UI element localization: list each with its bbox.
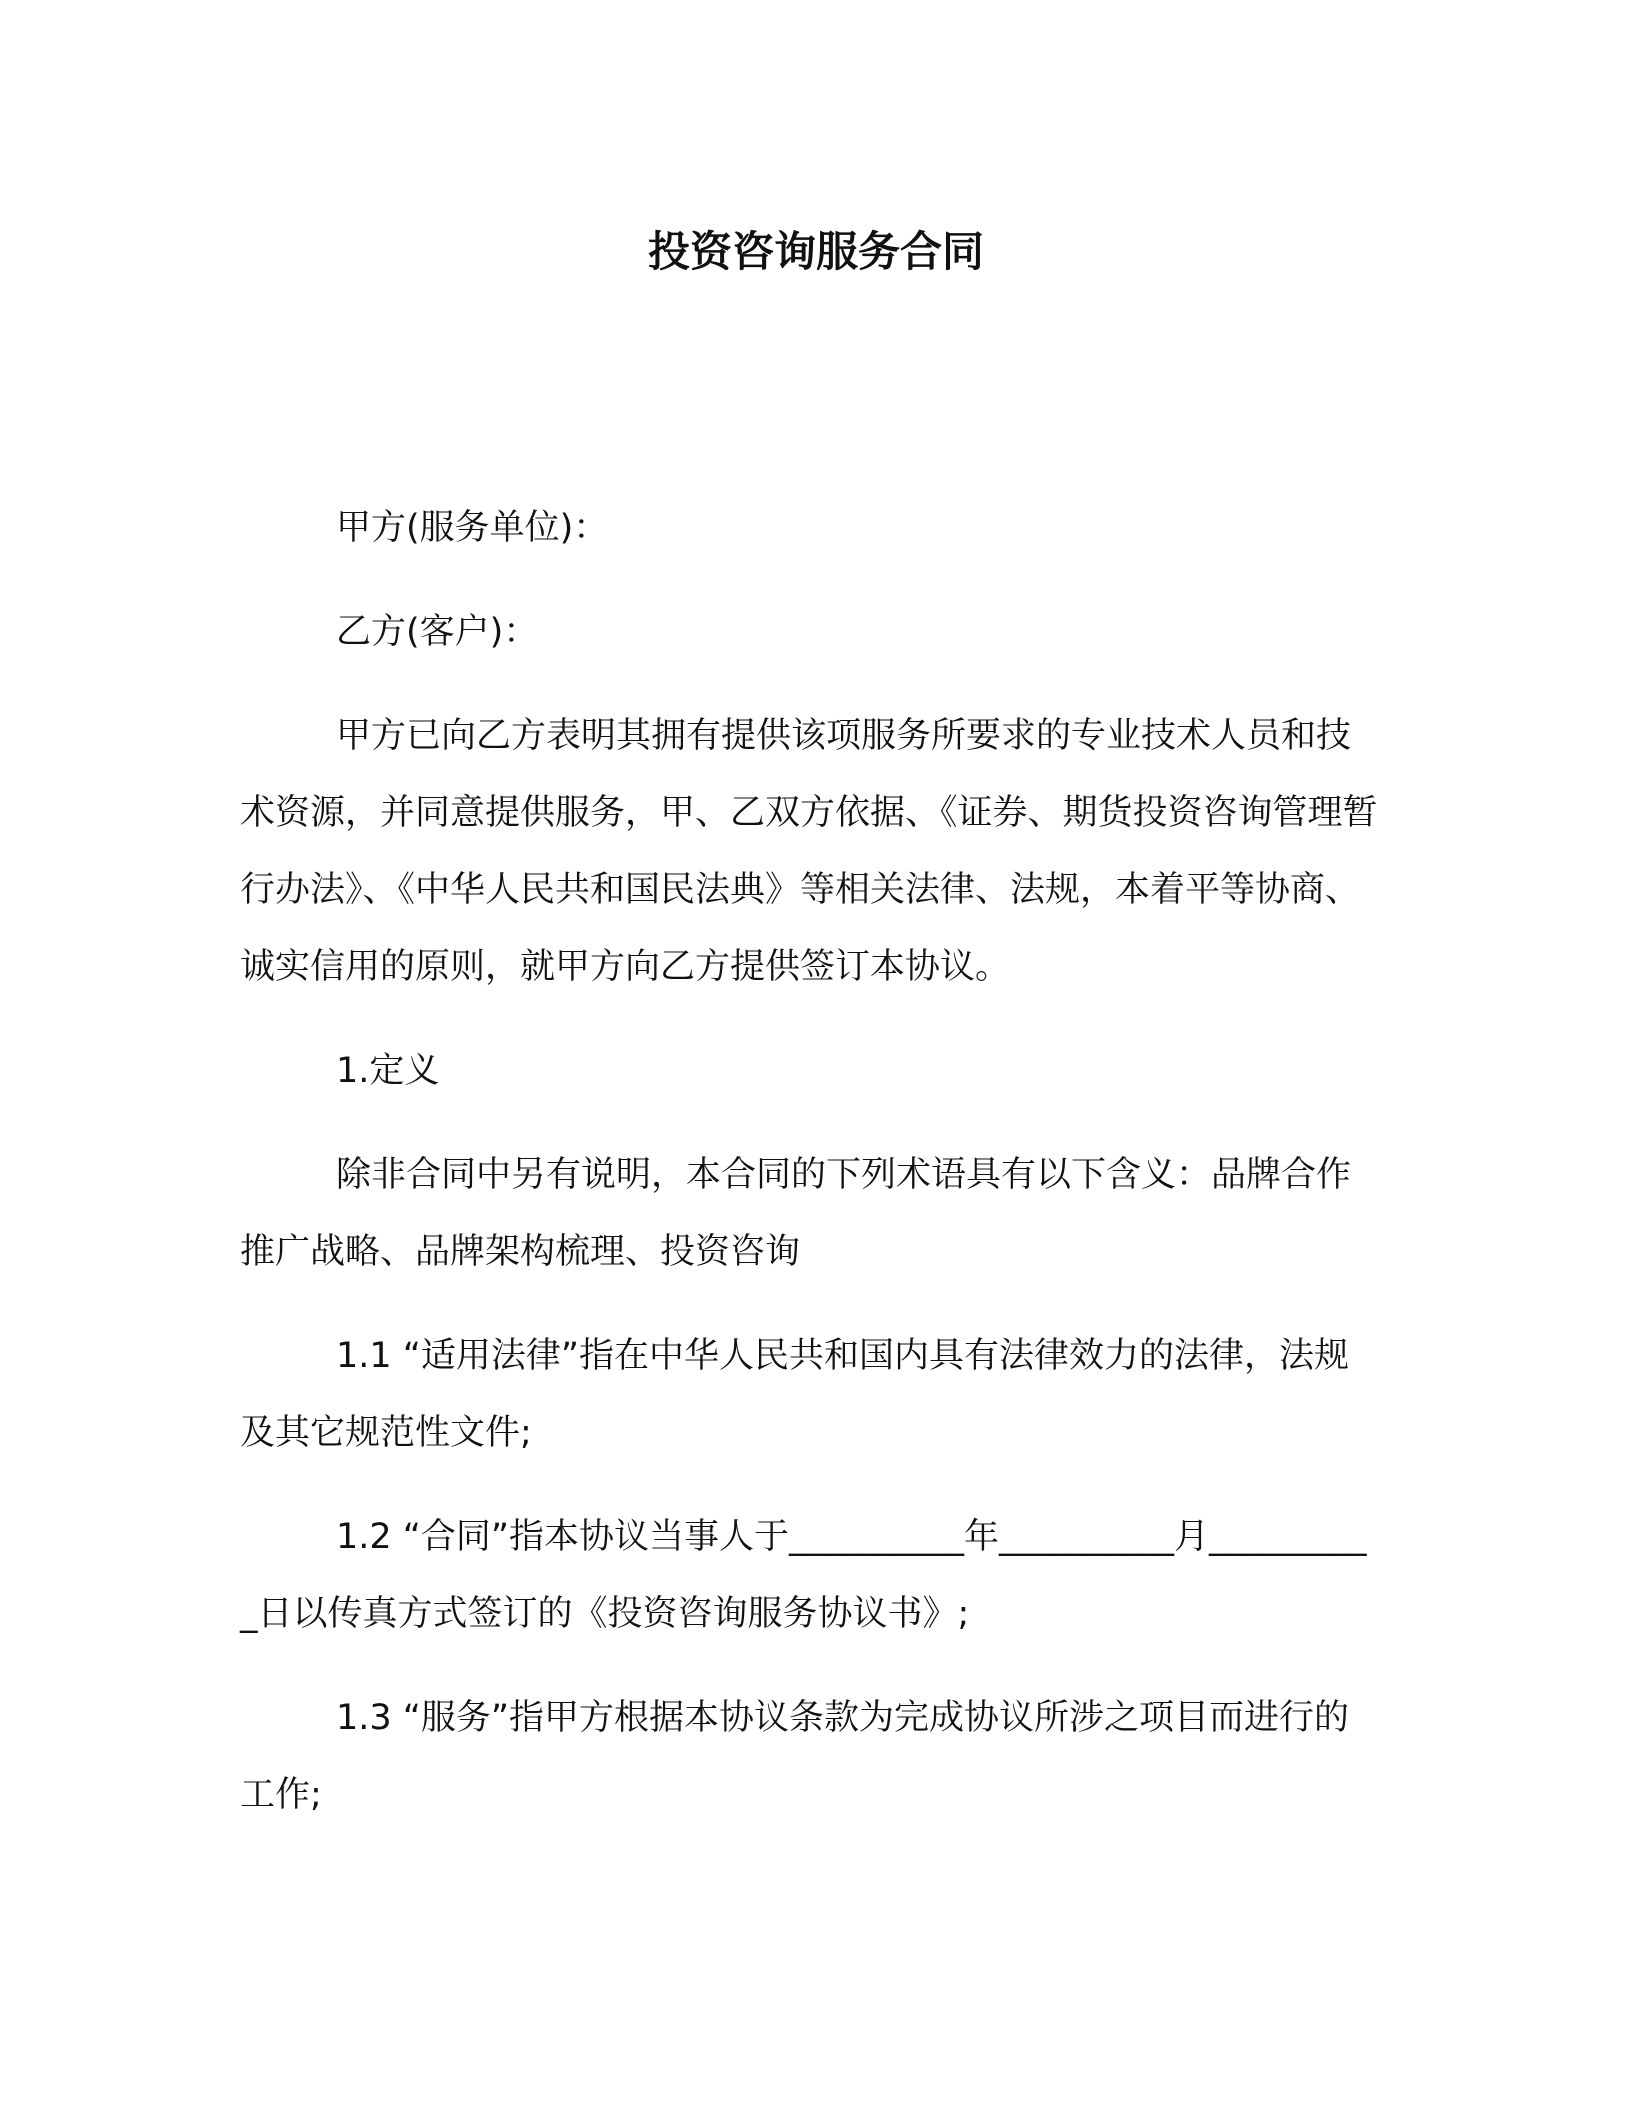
party-b-line: 乙方(客户)：: [336, 612, 539, 652]
clause-1-1: 1.1 “适用法律”指在中华人民共和国内具有法律效力的法律，法规及其它规范性文件;: [240, 1336, 1350, 1453]
document-title: 投资咨询服务合同: [647, 227, 984, 276]
preamble-paragraph: 甲方已向乙方表明其拥有提供该项服务所要求的专业技术人员和技术资源，并同意提供服务，甲、乙双方依据、《证券、期货投资咨询管理暂行办法》、《中华人民共和国民法典》等相关法律、法规，本着平等协商、诚实信用的原则，就甲方向乙方提供签订本协议。: [240, 716, 1378, 987]
document-body: [240, 490, 1380, 1861]
party-a-line: 甲方(服务单位)：: [336, 508, 609, 548]
clause-1-2: 1.2 “合同”指本协议当事人于__________年__________月__________日以传真方式签订的《投资咨询服务协议书》;: [240, 1517, 1367, 1634]
clause-1-3: 1.3 “服务”指甲方根据本协议条款为完成协议所涉之项目而进行的工作;: [240, 1698, 1350, 1815]
section-heading-definitions: 1.定义: [336, 1051, 440, 1091]
definitions-intro-paragraph: 除非合同中另有说明，本合同的下列术语具有以下含义：品牌合作推广战略、品牌架构梳理、投资咨询: [240, 1155, 1352, 1272]
